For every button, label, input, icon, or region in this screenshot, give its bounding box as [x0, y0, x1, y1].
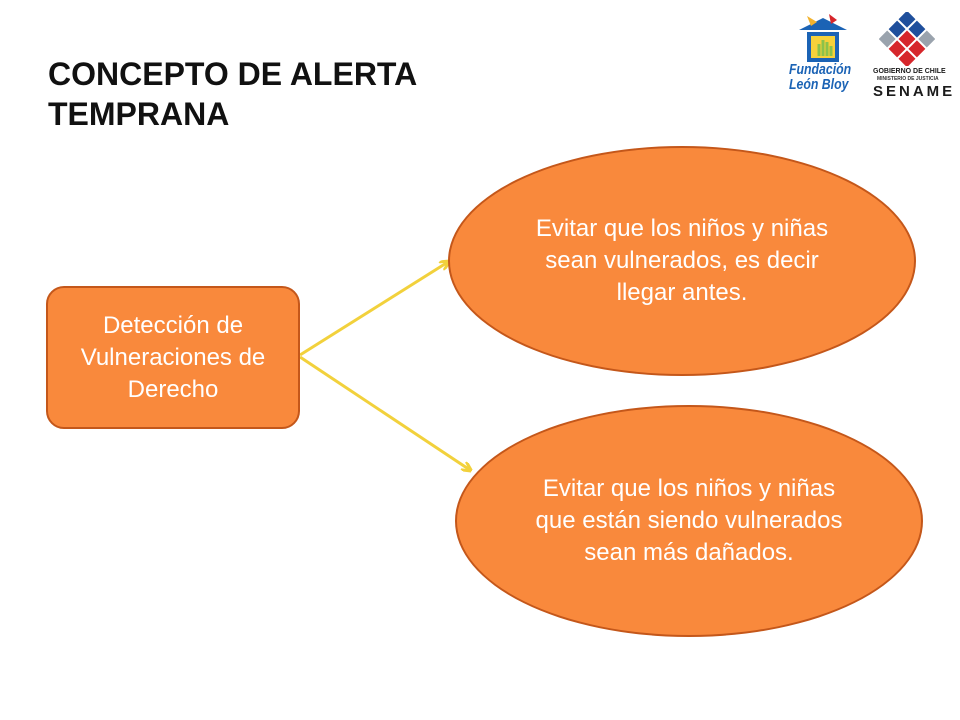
goal-ellipse-top	[448, 146, 916, 376]
leon-bloy-logo-text: León Bloy	[789, 76, 849, 93]
sename-logo-text: SENAME	[873, 83, 956, 100]
header-logos	[775, 10, 955, 105]
arrow-to-top-goal	[300, 262, 448, 355]
slide-title-line-1: CONCEPTO DE ALERTA	[48, 56, 418, 92]
sename-logo-icon	[879, 12, 935, 66]
goal-bottom-text: Evitar que los niños y niñas que están siendo vulnerados sean más dañados.	[535, 475, 843, 566]
fundacion-leon-bloy-logo-icon	[793, 12, 853, 64]
slide-title	[48, 54, 528, 134]
arrow-to-bottom-goal	[300, 357, 470, 470]
gobierno-logo-text: GOBIERNO DE CHILE	[873, 68, 946, 75]
ministerio-logo-text: MINISTERIO DE JUSTICIA	[877, 76, 939, 82]
goal-ellipse-bottom	[455, 405, 923, 637]
detection-box	[46, 286, 300, 429]
detection-box-text: Detección de Vulneraciones de Derecho	[80, 311, 266, 403]
slide-title-line-2: TEMPRANA	[48, 96, 230, 132]
fundacion-logo-text: Fundación	[789, 61, 852, 78]
goal-top-text: Evitar que los niños y niñas sean vulnerados, es decir llegar antes.	[535, 215, 829, 306]
